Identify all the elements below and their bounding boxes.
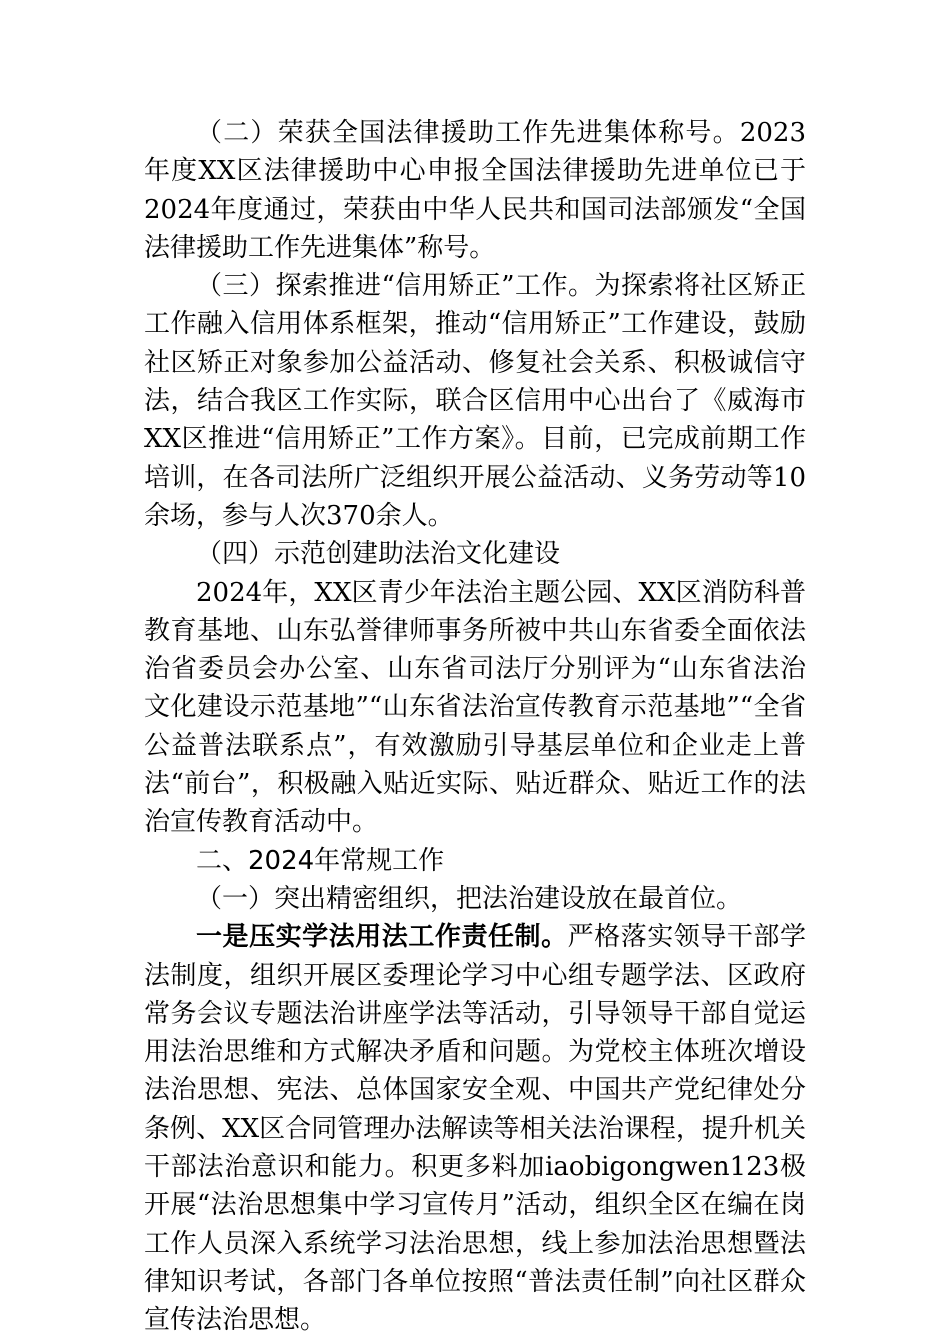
paragraph-responsibility-system: [144, 918, 806, 1339]
paragraph-body: 2023年度XX区法律援助中心申报全国法律援助先进单位已于2024年度通过，荣获由中华人民共和国司法部颁发“全国法律援助工作先进集体”称号。: [144, 118, 806, 263]
paragraph-body: 严格落实领导干部学法制度，组织开展区委理论学习中心组专题学法、区政府常务会议专题法治讲座学法等活动，引导领导干部自觉运用法治思维和方式解决矛盾和问题。为党校主体班次增设法治思想、宪法、总体国家安全观、中国共产党纪律处分条例、XX区合同管理办法解读等相关法治课程，提升机关干部法治意识和能力。积更多料加iaobigongwen123极开展“法治思想集中学习宣传月”活动，组织全区在编在岗工作人员深入系统学习法治思想，线上参加法治思想暨法律知识考试，各部门各单位按照“普法责任制”向社区群众宣传法治思想。: [144, 922, 806, 1336]
paragraph-national-advanced-collective: [144, 114, 806, 267]
paragraph-lead: （二）荣获全国法律援助工作先进集体称号。: [196, 118, 740, 148]
paragraph-lead: 一是压实学法用法工作责任制。: [196, 922, 568, 953]
paragraph-body: 为探索将社区矫正工作融入信用体系框架，推动“信用矫正”工作建设，鼓励社区矫正对象参加公益活动、修复社会关系、积极诚信守法，结合我区工作实际，联合区信用中心出台了《威海市XX区推进“信用矫正”工作方案》。目前，已完成前期工作培训，在各司法所广泛组织开展公益活动、义务劳动等10余场，参与人次370余人。: [144, 271, 806, 531]
paragraph-demonstration-bases: 2024年，XX区青少年法治主题公园、XX区消防科普教育基地、山东弘誉律师事务所被中共山东省委全面依法治省委员会办公室、山东省司法厅分别评为“山东省法治文化建设示范基地”“山东省法治宣传教育示范基地”“全省公益普法联系点”，有效激励引导基层单位和企业走上普法“前台”，积极融入贴近实际、贴近群众、贴近工作的法治宣传教育活动中。: [144, 577, 806, 838]
section-heading-routine-work: 二、2024年常规工作: [196, 845, 445, 876]
paragraph-credit-correction: [144, 267, 806, 535]
section-heading-demonstration: （四）示范创建助法治文化建设: [196, 539, 561, 570]
subheading-organization: （一）突出精密组织，把法治建设放在最首位。: [196, 883, 743, 914]
paragraph-lead: （三）探索推进“信用矫正”工作。: [196, 271, 595, 302]
